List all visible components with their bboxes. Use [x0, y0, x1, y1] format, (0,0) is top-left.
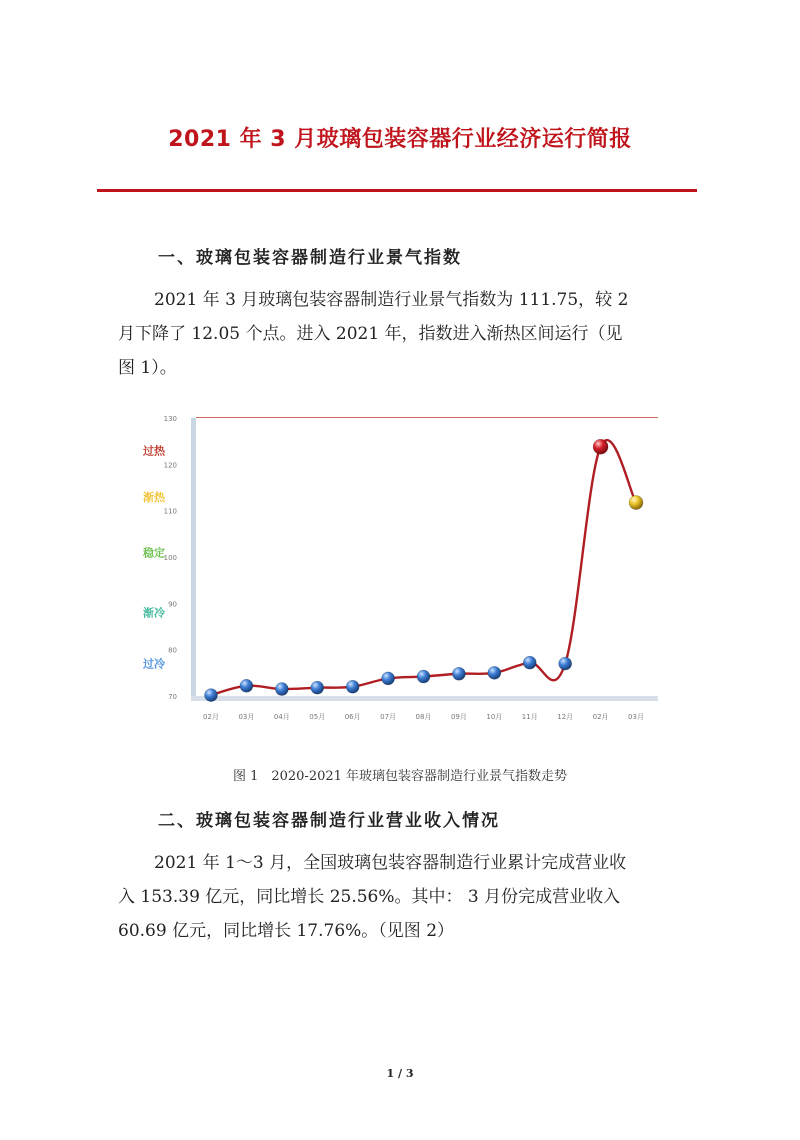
- y-tick-label-6: 120: [163, 461, 177, 470]
- data-point-11: [559, 657, 572, 670]
- document-title: 2021 年 3 月玻璃包装容器行业经济运行简报: [168, 127, 632, 152]
- section-2-line-1: 2021 年 1～3 月，全国玻璃包装容器制造行业累计完成营业收: [154, 853, 627, 873]
- data-point-8: [452, 667, 465, 680]
- data-point-10: [523, 656, 536, 669]
- zone-label-1: 过热: [143, 444, 165, 458]
- y-tick-label-3: 90: [168, 600, 177, 609]
- section-2-paragraph: [118, 846, 688, 948]
- page-number: 1 / 3: [386, 1067, 414, 1080]
- x-tick-label-3: 04月: [273, 713, 290, 721]
- figure-caption: 图 1 2020-2021 年玻璃包装容器制造行业景气指数走势: [232, 769, 568, 784]
- data-point-2: [240, 679, 253, 692]
- y-tick-label-7: 130: [163, 415, 177, 423]
- data-point-1: [205, 689, 218, 702]
- section-1-paragraph: [118, 283, 688, 385]
- y-tick-label-2: 80: [168, 646, 177, 655]
- zone-label-3: 稳定: [143, 546, 165, 560]
- x-tick-label-4: 05月: [309, 713, 326, 721]
- data-point-4: [311, 681, 324, 694]
- x-tick-label-13: 03月: [628, 713, 644, 721]
- section-2-line-3: 60.69 亿元，同比增长 17.76%。（见图 2）: [118, 921, 455, 941]
- data-point-5: [346, 680, 359, 693]
- zone-label-4: 渐冷: [143, 606, 165, 620]
- section-1-heading: 一、玻璃包装容器制造行业景气指数: [158, 248, 462, 268]
- y-axis-bar: [191, 418, 196, 701]
- section-1-line-2: 月下降了 12.05 个点。进入 2021 年，指数进入渐热区间运行（见: [118, 324, 623, 344]
- data-point-6: [382, 672, 395, 685]
- x-tick-label-2: 03月: [238, 713, 255, 721]
- data-point-7: [417, 670, 430, 683]
- data-point-3: [275, 683, 288, 696]
- section-2-heading: 二、玻璃包装容器制造行业营业收入情况: [158, 811, 500, 831]
- x-axis-bar: [191, 696, 658, 701]
- y-tick-label-4: 100: [163, 554, 177, 562]
- x-tick-label-5: 06月: [344, 713, 361, 721]
- zone-label-2: 渐热: [143, 490, 165, 504]
- data-point-13: [629, 496, 643, 510]
- chart-svg: [133, 405, 663, 730]
- section-1-line-3: 图 1）。: [118, 358, 177, 378]
- plot-area: [196, 418, 658, 696]
- data-point-9: [488, 666, 501, 679]
- title-divider: [97, 189, 697, 192]
- x-tick-label-7: 08月: [415, 713, 432, 721]
- axes-layer: [191, 418, 658, 701]
- x-tick-label-9: 10月: [486, 713, 503, 721]
- x-tick-label-11: 12月: [557, 713, 574, 721]
- x-tick-label-1: 02月: [203, 713, 219, 721]
- data-point-12: [593, 439, 608, 454]
- zone-label-5: 过冷: [143, 657, 165, 671]
- y-tick-label-5: 110: [163, 507, 177, 516]
- x-tick-label-12: 02月: [592, 713, 609, 721]
- section-1-line-1: 2021 年 3 月玻璃包装容器制造行业景气指数为 111.75，较 2: [154, 290, 629, 310]
- section-2-line-2: 入 153.39 亿元，同比增长 25.56%。其中： 3 月份完成营业收入: [118, 887, 621, 907]
- y-tick-label-1: 70: [168, 693, 177, 701]
- x-tick-label-8: 09月: [450, 713, 467, 721]
- x-tick-label-10: 11月: [521, 713, 538, 721]
- x-tick-label-6: 07月: [380, 713, 397, 721]
- sentiment-index-chart: [133, 405, 663, 730]
